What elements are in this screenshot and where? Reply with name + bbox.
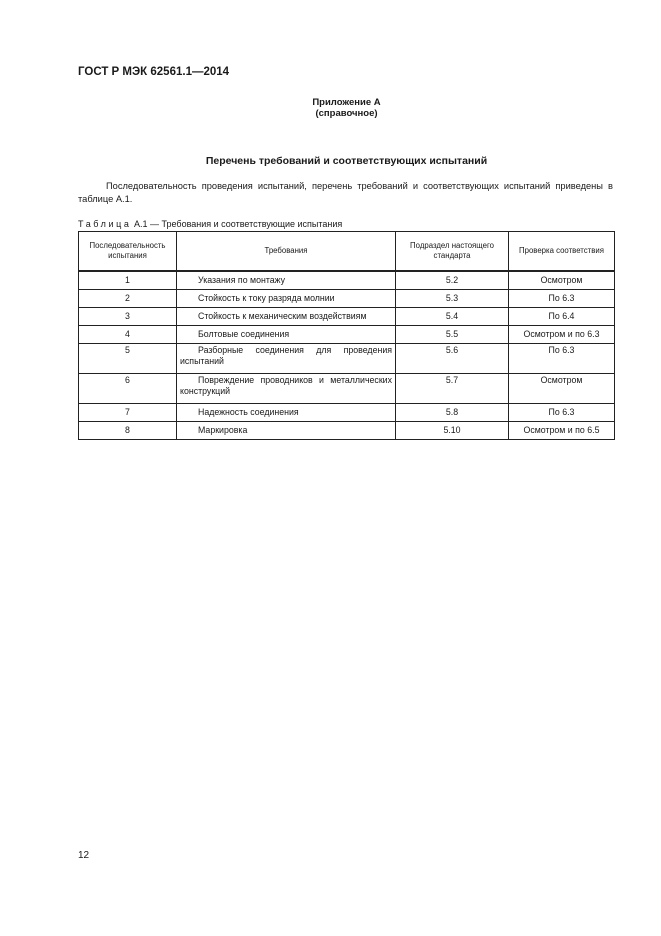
appendix-subtitle: (справочное)	[315, 108, 378, 119]
cell-sequence: 5	[79, 344, 177, 374]
cell-verification: По 6.3	[509, 404, 615, 422]
cell-sequence: 6	[79, 374, 177, 404]
table-caption-text: А.1 — Требования и соответствующие испытания	[134, 219, 343, 229]
table-row	[79, 326, 615, 344]
cell-verification: Осмотром	[509, 271, 615, 290]
cell-requirement: Повреждение проводников и металлических конструкций	[177, 374, 396, 404]
cell-requirement: Стойкость к механическим воздействиям	[177, 308, 396, 326]
cell-subsection: 5.3	[396, 290, 509, 308]
cell-verification: По 6.4	[509, 308, 615, 326]
cell-sequence: 7	[79, 404, 177, 422]
header-sequence: Последовательность испытания	[79, 232, 177, 272]
cell-requirement: Разборные соединения для проведения испытаний	[177, 344, 396, 374]
cell-verification: По 6.3	[509, 290, 615, 308]
standard-code: ГОСТ Р МЭК 62561.1—2014	[78, 66, 230, 78]
appendix-heading	[0, 97, 661, 119]
cell-subsection: 5.8	[396, 404, 509, 422]
cell-verification: По 6.3	[509, 344, 615, 374]
cell-verification: Осмотром и по 6.3	[509, 326, 615, 344]
cell-requirement: Стойкость к току разряда молнии	[177, 290, 396, 308]
table-row	[79, 374, 615, 404]
section-title: Перечень требований и соответствующих испытаний	[205, 155, 488, 167]
cell-sequence: 2	[79, 290, 177, 308]
header-requirements: Требования	[177, 232, 396, 272]
table-row	[79, 404, 615, 422]
cell-subsection: 5.10	[396, 422, 509, 440]
cell-requirement: Надежность соединения	[177, 404, 396, 422]
table-row	[79, 308, 615, 326]
cell-sequence: 3	[79, 308, 177, 326]
table-row	[79, 344, 615, 374]
cell-requirement: Маркировка	[177, 422, 396, 440]
cell-subsection: 5.6	[396, 344, 509, 374]
cell-subsection: 5.7	[396, 374, 509, 404]
intro-paragraph: Последовательность проведения испытаний, перечень требований и соответствующих испытаний приведены в таблице А.1.	[78, 181, 613, 204]
cell-sequence: 1	[79, 271, 177, 290]
cell-subsection: 5.5	[396, 326, 509, 344]
cell-verification: Осмотром	[509, 374, 615, 404]
page-number: 12	[78, 850, 90, 861]
cell-requirement: Болтовые соединения	[177, 326, 396, 344]
table-row	[79, 290, 615, 308]
requirements-table	[78, 231, 615, 440]
cell-sequence: 8	[79, 422, 177, 440]
table-caption-label: Таблица	[78, 219, 132, 229]
cell-requirement: Указания по монтажу	[177, 271, 396, 290]
cell-subsection: 5.4	[396, 308, 509, 326]
cell-verification: Осмотром и по 6.5	[509, 422, 615, 440]
cell-sequence: 4	[79, 326, 177, 344]
header-subsection: Подраздел настоящего стандарта	[396, 232, 509, 272]
cell-subsection: 5.2	[396, 271, 509, 290]
table-caption	[78, 219, 342, 229]
appendix-title: Приложение А	[312, 97, 381, 108]
header-verification: Проверка соответствия	[509, 232, 615, 272]
table-row	[79, 271, 615, 290]
table-header-row	[79, 232, 615, 272]
table-row	[79, 422, 615, 440]
